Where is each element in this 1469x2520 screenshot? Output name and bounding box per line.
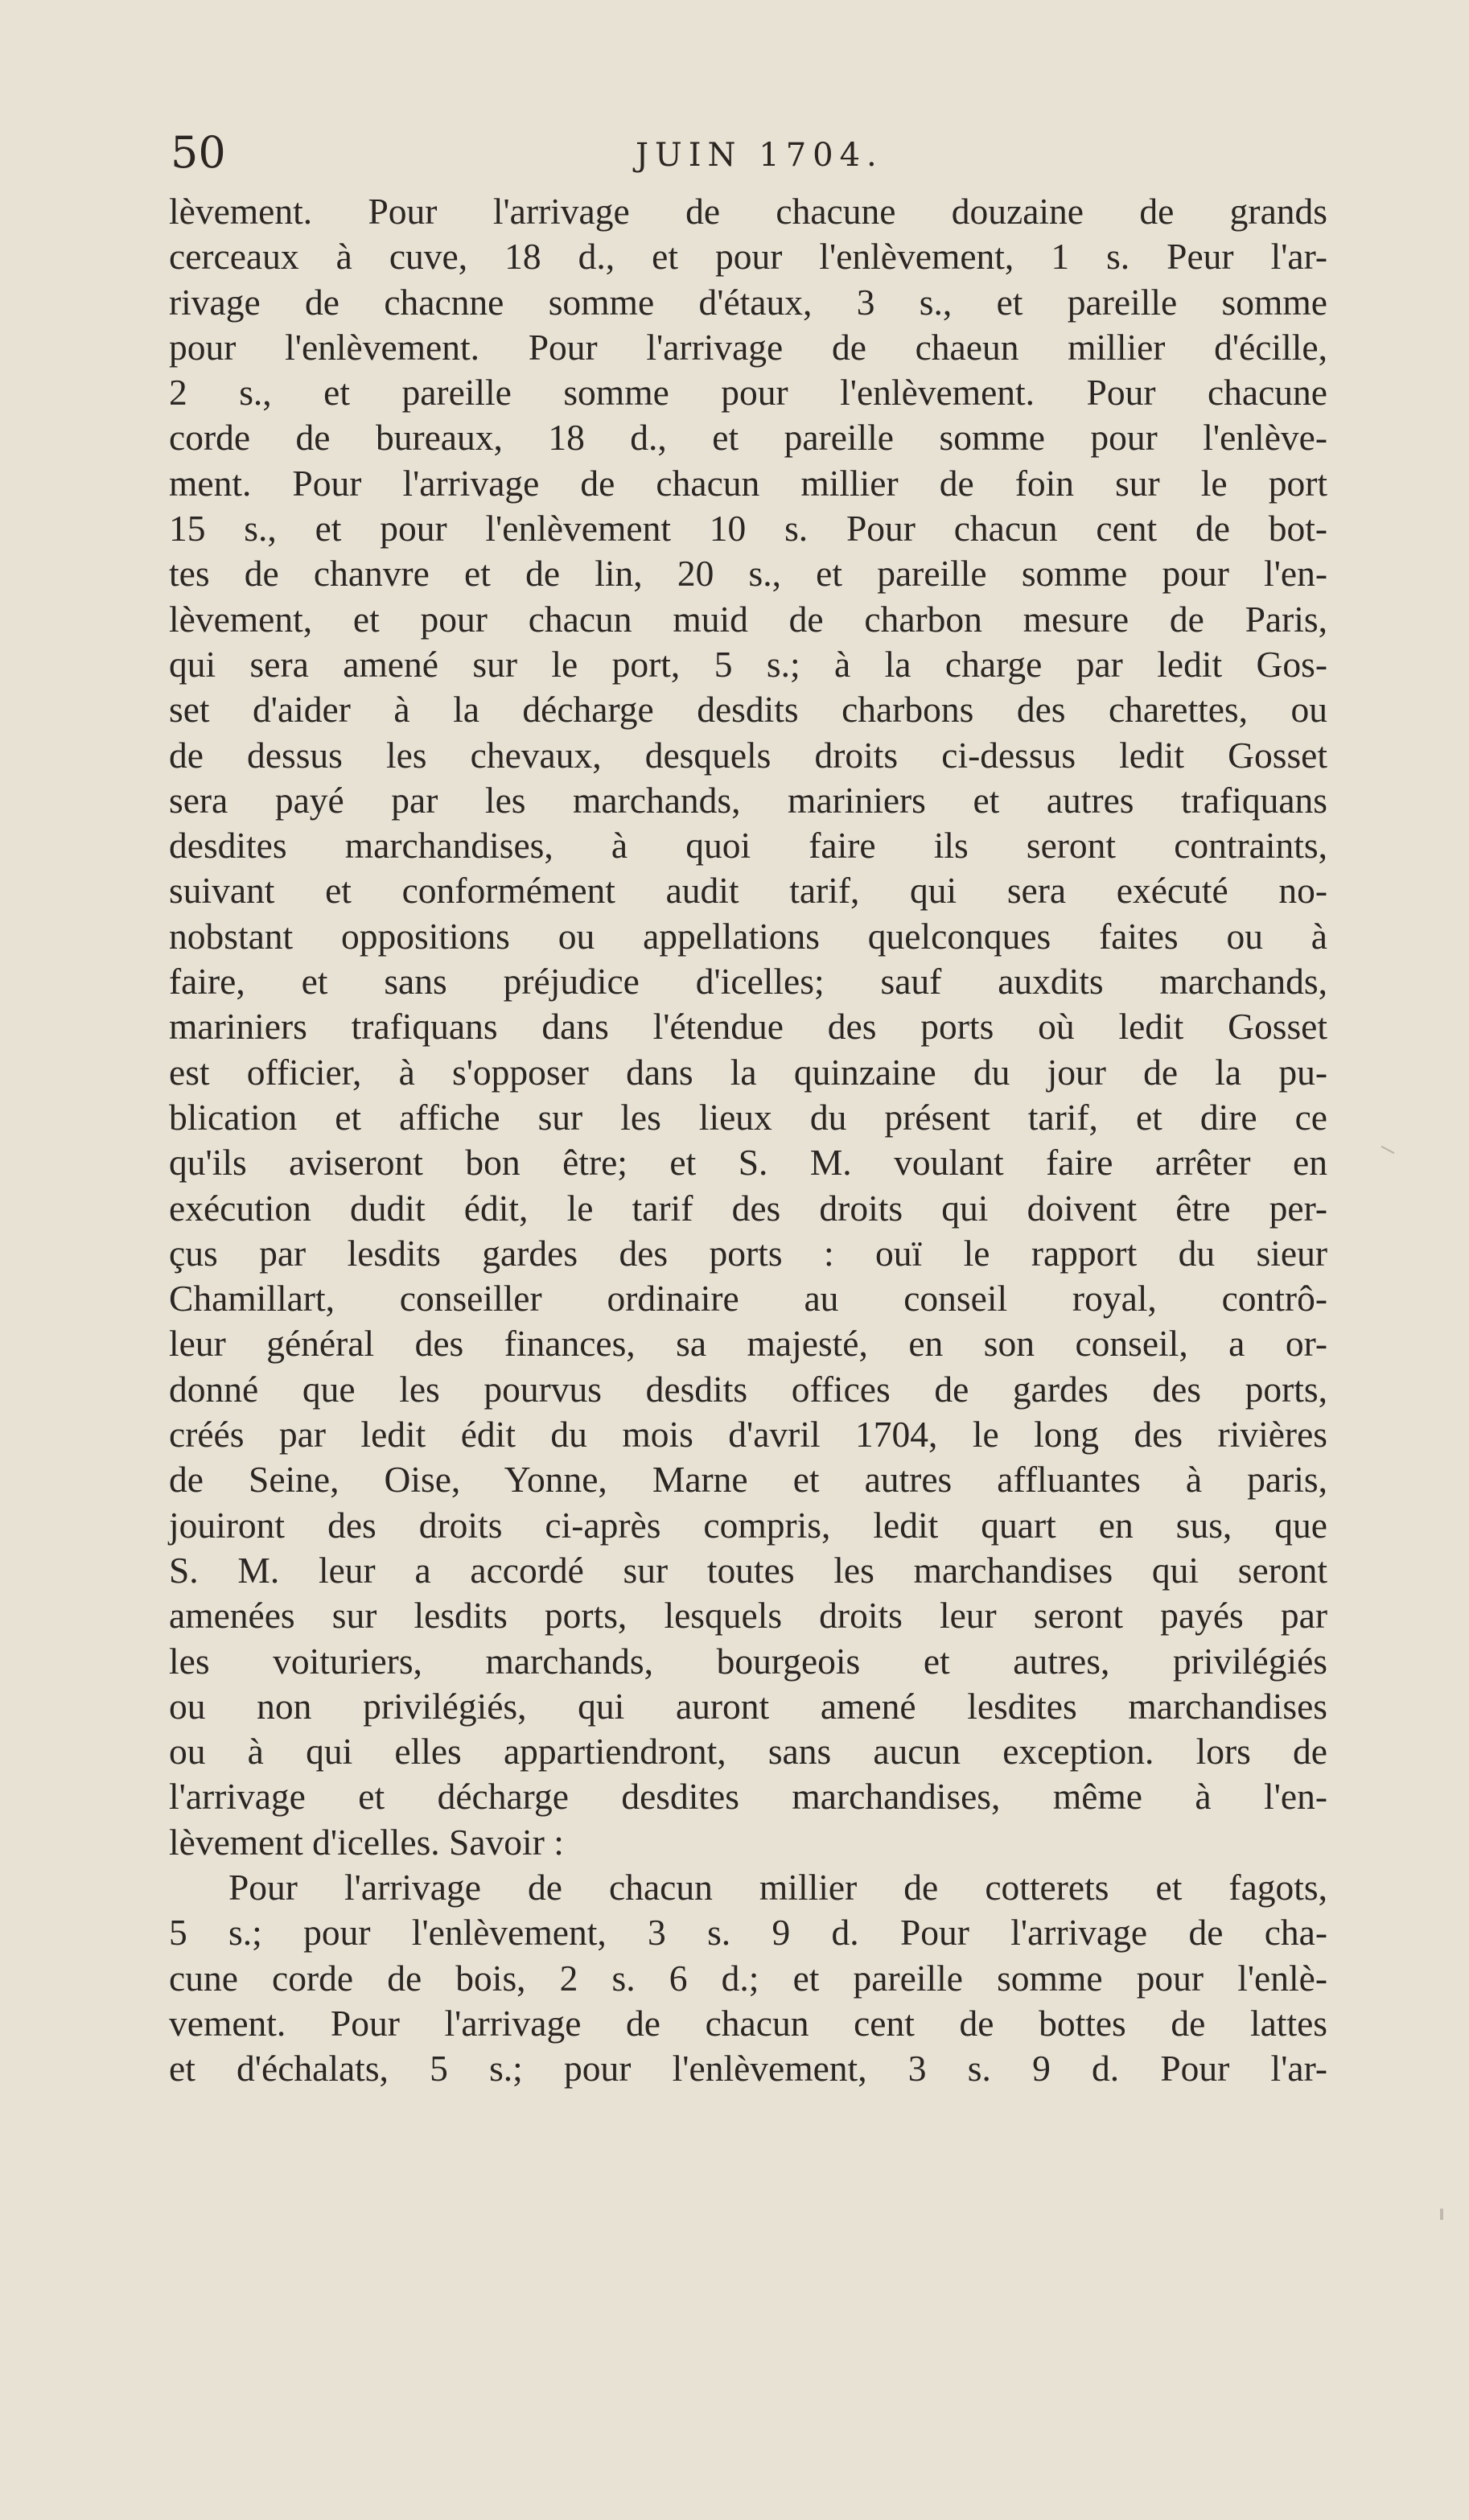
- text-line: ment. Pour l'arrivage de chacun millier de foin sur le port: [169, 462, 1327, 504]
- text-line: leur général des finances, sa majesté, en son conseil, a or-: [169, 1323, 1327, 1365]
- text-line: cune corde de bois, 2 s. 6 d.; et pareille somme pour l'enlè-: [169, 1957, 1327, 1999]
- page-header: [169, 127, 1327, 183]
- text-line: les voituriers, marchands, bourgeois et autres, privilégiés: [169, 1640, 1327, 1682]
- text-line: çus par lesdits gardes des ports : ouï le rapport du sieur: [169, 1232, 1327, 1274]
- text-line: est officier, à s'opposer dans la quinzaine du jour de la pu-: [169, 1051, 1327, 1093]
- text-line: lèvement, et pour chacun muid de charbon mesure de Paris,: [169, 598, 1327, 640]
- text-line: qu'ils aviseront bon être; et S. M. voulant faire arrêter en: [169, 1142, 1327, 1184]
- text-line: desdites marchandises, à quoi faire ils seront contraints,: [169, 825, 1327, 867]
- text-line: Chamillart, conseiller ordinaire au conseil royal, contrô-: [169, 1278, 1327, 1320]
- text-line: qui sera amené sur le port, 5 s.; à la charge par ledit Gos-: [169, 643, 1327, 685]
- text-line: vement. Pour l'arrivage de chacun cent de bottes de lattes: [169, 2002, 1327, 2044]
- text-line: pour l'enlèvement. Pour l'arrivage de chaeun millier d'écille,: [169, 326, 1327, 368]
- text-line: faire, et sans préjudice d'icelles; sauf auxdits marchands,: [169, 961, 1327, 1003]
- text-line: jouiront des droits ci-après compris, ledit quart en sus, que: [169, 1504, 1327, 1546]
- text-line: sera payé par les marchands, mariniers et autres trafiquans: [169, 779, 1327, 821]
- text-line: nobstant oppositions ou appellations quelconques faites ou à: [169, 915, 1327, 957]
- text-line: lèvement. Pour l'arrivage de chacune douzaine de grands: [169, 191, 1327, 232]
- page-number: 50: [171, 127, 226, 178]
- margin-mark: [1440, 2209, 1443, 2220]
- text-line: cerceaux à cuve, 18 d., et pour l'enlèvement, 1 s. Peur l'ar-: [169, 236, 1327, 278]
- text-line: l'arrivage et décharge desdites marchandises, même à l'en-: [169, 1776, 1327, 1818]
- text-line: ou non privilégiés, qui auront amené lesdites marchandises: [169, 1685, 1327, 1727]
- text-line: lèvement d'icelles. Savoir :: [169, 1821, 564, 1863]
- text-line: et d'échalats, 5 s.; pour l'enlèvement, 3 s. 9 d. Pour l'ar-: [169, 2048, 1327, 2090]
- text-line: mariniers trafiquans dans l'étendue des ports où ledit Gosset: [169, 1006, 1327, 1048]
- text-line: corde de bureaux, 18 d., et pareille somme pour l'enlève-: [169, 417, 1327, 459]
- text-line: de Seine, Oise, Yonne, Marne et autres affluantes à paris,: [169, 1459, 1327, 1501]
- text-line: amenées sur lesdits ports, lesquels droits leur seront payés par: [169, 1595, 1327, 1637]
- running-head: JUIN 1704.: [636, 137, 883, 174]
- text-line: 5 s.; pour l'enlèvement, 3 s. 9 d. Pour l'arrivage de cha-: [169, 1912, 1327, 1954]
- text-line: exécution dudit édit, le tarif des droits qui doivent être per-: [169, 1187, 1327, 1229]
- text-line: ou à qui elles appartiendront, sans aucun exception. lors de: [169, 1731, 1327, 1773]
- text-line: S. M. leur a accordé sur toutes les marchandises qui seront: [169, 1549, 1327, 1591]
- text-line: set d'aider à la décharge desdits charbons des charettes, ou: [169, 689, 1327, 731]
- text-line: blication et affiche sur les lieux du présent tarif, et dire ce: [169, 1096, 1327, 1138]
- margin-mark: [1381, 1146, 1395, 1154]
- text-line: donné que les pourvus desdits offices de gardes des ports,: [169, 1368, 1327, 1410]
- text-line: Pour l'arrivage de chacun millier de cotterets et fagots,: [228, 1866, 1327, 1908]
- text-line: 15 s., et pour l'enlèvement 10 s. Pour chacun cent de bot-: [169, 508, 1327, 550]
- text-line: rivage de chacnne somme d'étaux, 3 s., et pareille somme: [169, 281, 1327, 323]
- body-text: [169, 189, 1327, 2091]
- text-line: suivant et conformément audit tarif, qui sera exécuté no-: [169, 870, 1327, 912]
- text-line: créés par ledit édit du mois d'avril 1704, le long des rivières: [169, 1414, 1327, 1456]
- text-line: 2 s., et pareille somme pour l'enlèvement. Pour chacune: [169, 372, 1327, 414]
- text-line: tes de chanvre et de lin, 20 s., et pareille somme pour l'en-: [169, 553, 1327, 595]
- text-line: de dessus les chevaux, desquels droits ci-dessus ledit Gosset: [169, 734, 1327, 776]
